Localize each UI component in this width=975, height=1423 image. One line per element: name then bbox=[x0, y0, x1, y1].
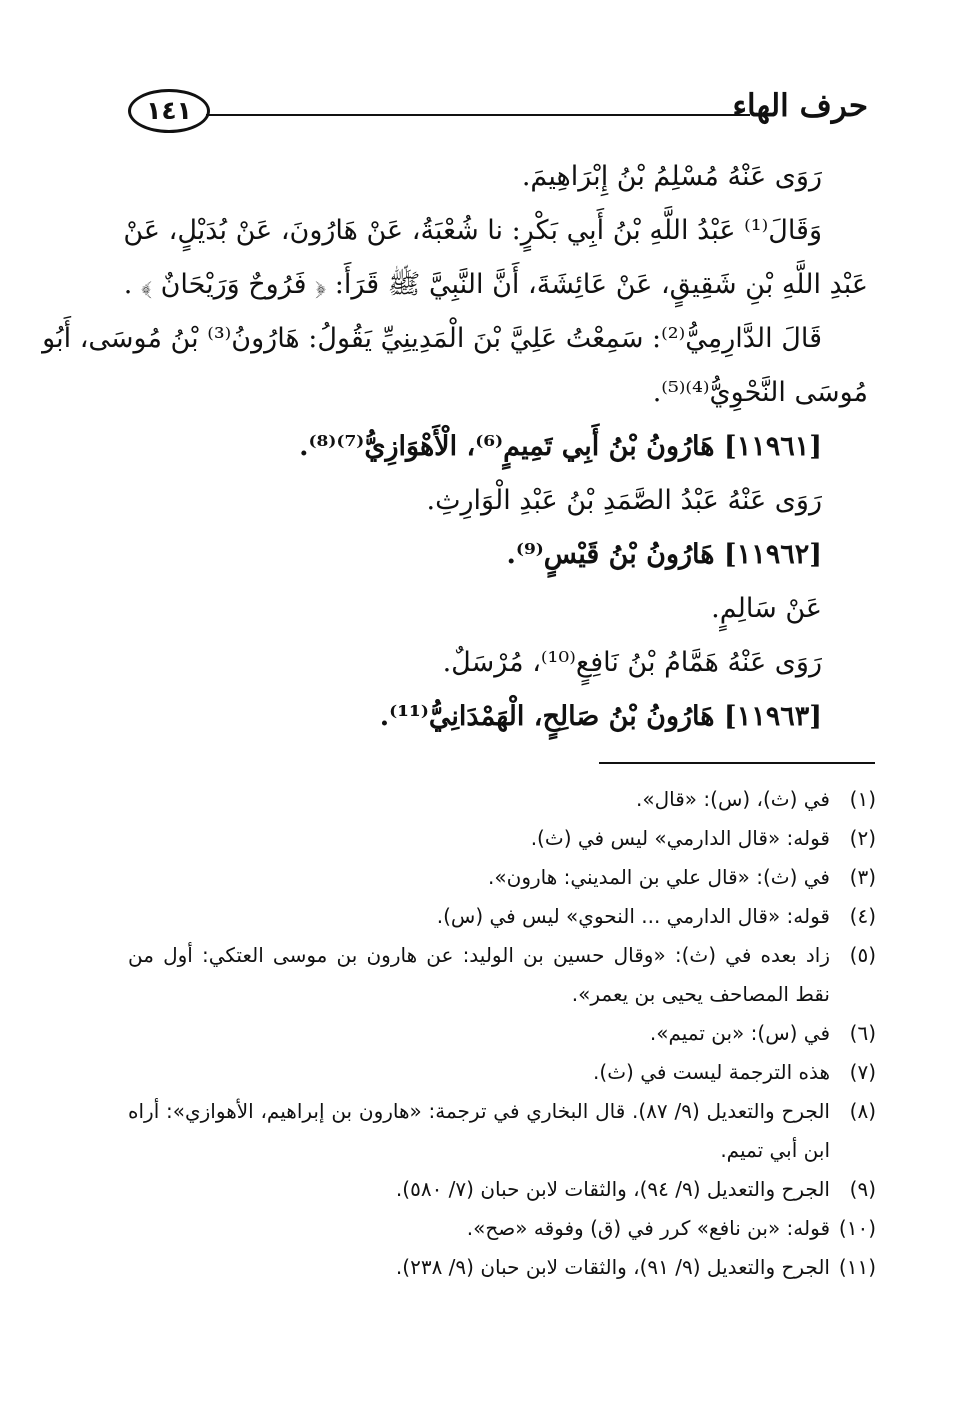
footnote-number: (١٠) bbox=[838, 1216, 876, 1240]
footnote bbox=[128, 897, 876, 936]
footnote bbox=[128, 1053, 876, 1092]
footnote-separator bbox=[599, 762, 875, 764]
footnote bbox=[128, 1092, 876, 1170]
text-line: عَنْ سَالِمٍ. bbox=[711, 593, 822, 624]
footnote-text: الجرح والتعديل (٩/ ٨٧). قال البخاري في ترجمة: «هارون بن إبراهيم، الأهوازي»: أراه ابن أبي تميم. bbox=[128, 1099, 830, 1162]
text-line: مُوسَى النَّحْوِيُّ⁽⁴⁾⁽⁵⁾. bbox=[652, 377, 868, 408]
text-line: رَوَى عَنْهُ هَمَّامُ بْنُ نَافِعٍ⁽¹⁰⁾، مُرْسَلٌ. bbox=[442, 647, 822, 678]
footnote bbox=[128, 819, 876, 858]
footnote-number: (١) bbox=[849, 787, 876, 811]
footnote-text: الجرح والتعديل (٩/ ٩٤)، والثقات لابن حبان (٧/ ٥٨٠). bbox=[395, 1177, 830, 1201]
text-line: وَقَالَ⁽¹⁾ عَبْدُ اللَّهِ بْنُ أَبِي بَكْرٍ: نا شُعْبَةُ، عَنْ هَارُونَ، عَنْ بُدَيْلٍ، عَنْ bbox=[123, 215, 822, 246]
footnote-number: (٩) bbox=[849, 1177, 876, 1201]
footnote-number: (٨) bbox=[849, 1099, 876, 1123]
footnote-number: (٧) bbox=[849, 1060, 876, 1084]
text-line: [١١٩٦٢] هَارُونُ بْنُ قَيْسٍ⁽⁹⁾. bbox=[506, 539, 822, 570]
footnote-text: هذه الترجمة ليست في (ث). bbox=[593, 1060, 830, 1084]
footnote-text: قوله: «قال الدارمي ... النحوي» ليس في (س). bbox=[436, 904, 830, 928]
footnote-text: في (س): «بن تميم». bbox=[649, 1021, 830, 1045]
footnote-number: (٣) bbox=[849, 865, 876, 889]
footnote-text: الجرح والتعديل (٩/ ٩١)، والثقات لابن حبان (٩/ ٢٣٨). bbox=[395, 1255, 830, 1279]
footnote-text: في (ث)، (س): «قال». bbox=[636, 787, 830, 811]
text-line: قَالَ الدَّارِمِيُّ⁽²⁾: سَمِعْتُ عَلِيَّ بْنَ الْمَدِينِيِّ يَقُولُ: هَارُونُ⁽³⁾ بْنُ مُوسَى، أَبُو bbox=[42, 323, 822, 354]
page-number-badge: ١٤١ bbox=[128, 89, 210, 133]
footnote-text: قوله: «قال الدارمي» ليس في (ث). bbox=[530, 826, 830, 850]
footnote bbox=[128, 1209, 876, 1248]
footnote bbox=[128, 780, 876, 819]
chapter-title: حرف الهاء bbox=[732, 88, 868, 124]
running-header bbox=[128, 82, 868, 142]
footnote-text: في (ث): «قال علي بن المديني: هارون». bbox=[488, 865, 830, 889]
footnote bbox=[128, 1014, 876, 1053]
footnote-number: (١١) bbox=[838, 1255, 876, 1279]
main-text bbox=[42, 150, 868, 744]
footnote bbox=[128, 1248, 876, 1287]
text-line: رَوَى عَنْهُ مُسْلِمُ بْنُ إِبْرَاهِيمَ. bbox=[521, 161, 822, 192]
footnote bbox=[128, 1170, 876, 1209]
footnote-text: قوله: «بن نافع» كرر في (ق) وفوقه «صح». bbox=[466, 1216, 830, 1240]
text-line: رَوَى عَنْهُ عَبْدُ الصَّمَدِ بْنُ عَبْدِ الْوَارِثِ. bbox=[426, 485, 822, 516]
text-line: [١١٩٦٣] هَارُونُ بْنُ صَالِحٍ، الْهَمْدَانِيُّ⁽¹¹⁾. bbox=[379, 701, 822, 732]
footnote-number: (٢) bbox=[849, 826, 876, 850]
text-line: [١١٩٦١] هَارُونُ بْنُ أَبِي تَمِيمٍ⁽⁶⁾، الْأَهْوَازِيُّ⁽⁷⁾⁽⁸⁾. bbox=[299, 431, 822, 462]
footnotes bbox=[128, 780, 876, 1287]
footnote-number: (٥) bbox=[849, 943, 876, 967]
header-rule bbox=[206, 114, 750, 116]
footnote-number: (٦) bbox=[849, 1021, 876, 1045]
text-line: عَبْدِ اللَّهِ بْنِ شَقِيقٍ، عَنْ عَائِشَةَ، أَنَّ النَّبِيَّ ﷺ قَرَأَ: ﴿ فَرُوحٌ وَرَيْحَانٌ ﴾ . bbox=[123, 269, 868, 300]
footnote-text: زاد بعده في (ث): «وقال حسين بن الوليد: عن هارون بن موسى العتكي: أول من نقط المصاحف يحيى بن يعمر». bbox=[128, 943, 830, 1006]
footnote-number: (٤) bbox=[849, 904, 876, 928]
footnote bbox=[128, 858, 876, 897]
footnote bbox=[128, 936, 876, 1014]
